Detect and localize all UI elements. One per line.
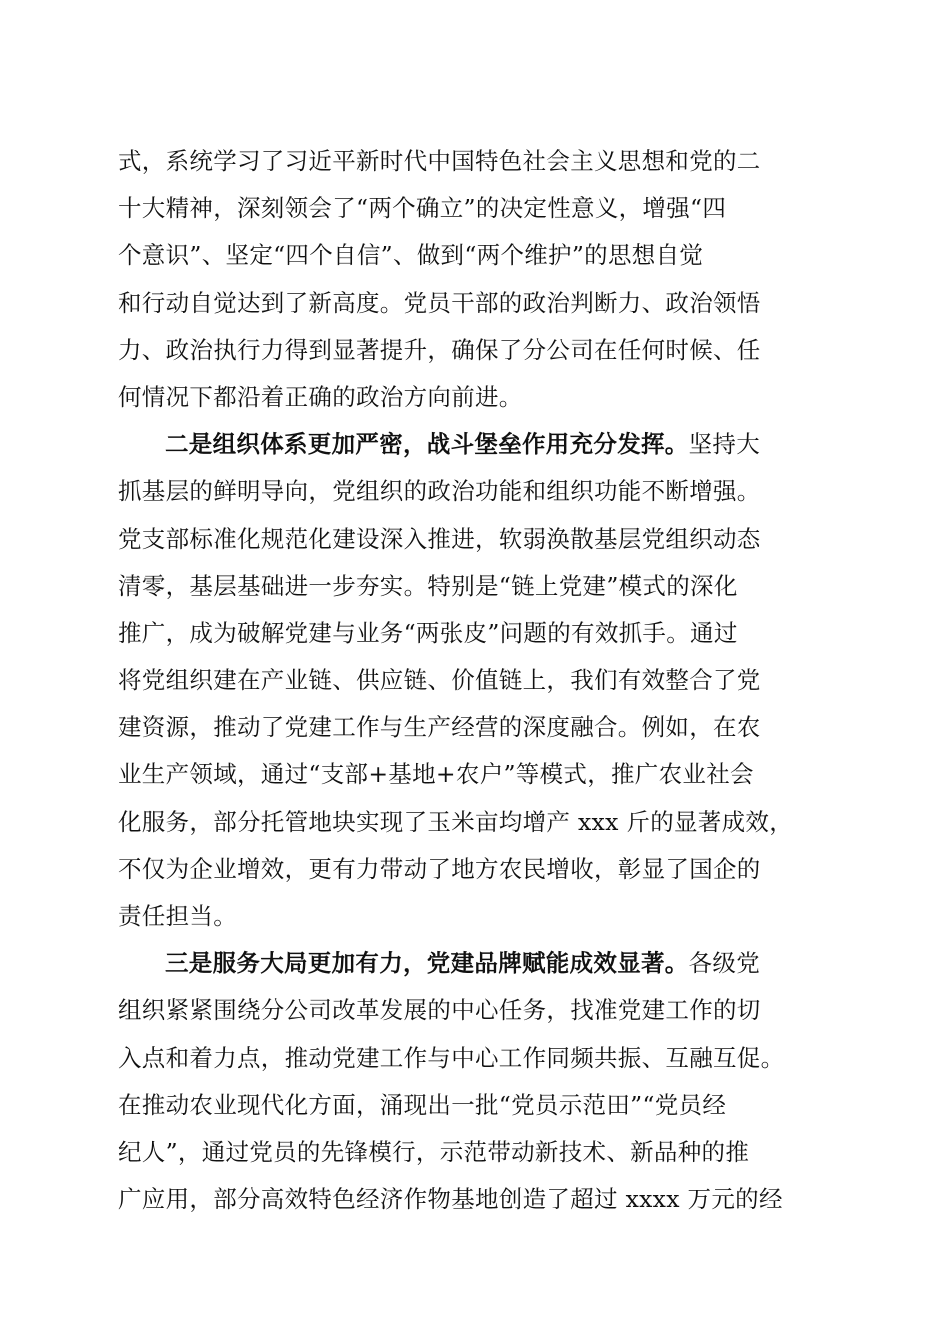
text-line: 个意识”、坚定“四个自信”、做到“两个维护”的思想自觉 <box>118 241 704 270</box>
text-line: 推广，成为破解党建与业务“两张皮”问题的有效抓手。通过 <box>118 618 738 647</box>
text-line: 党支部标准化规范化建设深入推进，软弱涣散基层党组织动态 <box>118 524 761 553</box>
text-line: 纪人”，通过党员的先锋模行，示范带动新技术、新品种的推 <box>118 1137 750 1166</box>
paragraph-2 <box>118 421 838 940</box>
text-line: 入点和着力点，推动党建工作与中心工作同频共振、互融互促。 <box>118 1043 785 1072</box>
paragraph-3 <box>118 940 838 1223</box>
paragraph-heading-line <box>118 421 838 468</box>
paragraph-1 <box>118 138 838 421</box>
text-line: 式，系统学习了习近平新时代中国特色社会主义思想和党的二 <box>118 147 761 175</box>
text-line: 责任担当。 <box>118 902 237 930</box>
paragraph-heading-line <box>118 940 838 987</box>
text-line: 将党组织建在产业链、供应链、价值链上，我们有效整合了党 <box>118 666 761 695</box>
text-line: 和行动自觉达到了新高度。党员干部的政治判断力、政治领悟 <box>118 288 761 317</box>
text-line: 力、政治执行力得到显著提升，确保了分公司在任何时候、任 <box>118 335 761 364</box>
text-line: 组织紧紧围绕分公司改革发展的中心任务，找准党建工作的切 <box>118 996 761 1025</box>
text-line: 业生产领域，通过“支部+基地+农户”等模式，推广农业社会 <box>118 760 754 789</box>
text-line: 十大精神，深刻领会了“两个确立”的决定性意义，增强“四 <box>118 194 727 223</box>
paragraph-heading: 二是组织体系更加严密，战斗堡垒作用充分发挥。 <box>165 430 689 459</box>
document-body <box>118 138 838 1223</box>
heading-line-tail: 坚持大 <box>688 430 761 459</box>
text-line: 何情况下都沿着正确的政治方向前进。 <box>118 382 523 411</box>
text-line: 化服务，部分托管地块实现了玉米亩均增产 xxx 斤的显著成效， <box>118 807 793 836</box>
text-line: 不仅为企业增效，更有力带动了地方农民增收，彰显了国企的 <box>118 854 761 883</box>
text-line: 建资源，推动了党建工作与生产经营的深度融合。例如，在农 <box>118 713 761 742</box>
text-line: 广应用，部分高效特色经济作物基地创造了超过 xxxx 万元的经 <box>118 1185 783 1214</box>
text-line: 清零，基层基础进一步夯实。特别是“链上党建”模式的深化 <box>118 571 738 600</box>
heading-line-tail: 各级党 <box>688 949 761 978</box>
paragraph-heading: 三是服务大局更加有力，党建品牌赋能成效显著。 <box>165 949 689 978</box>
text-line: 在推动农业现代化方面，涌现出一批“党员示范田”“党员经 <box>118 1090 727 1119</box>
text-line: 抓基层的鲜明导向，党组织的政治功能和组织功能不断增强。 <box>118 477 761 506</box>
